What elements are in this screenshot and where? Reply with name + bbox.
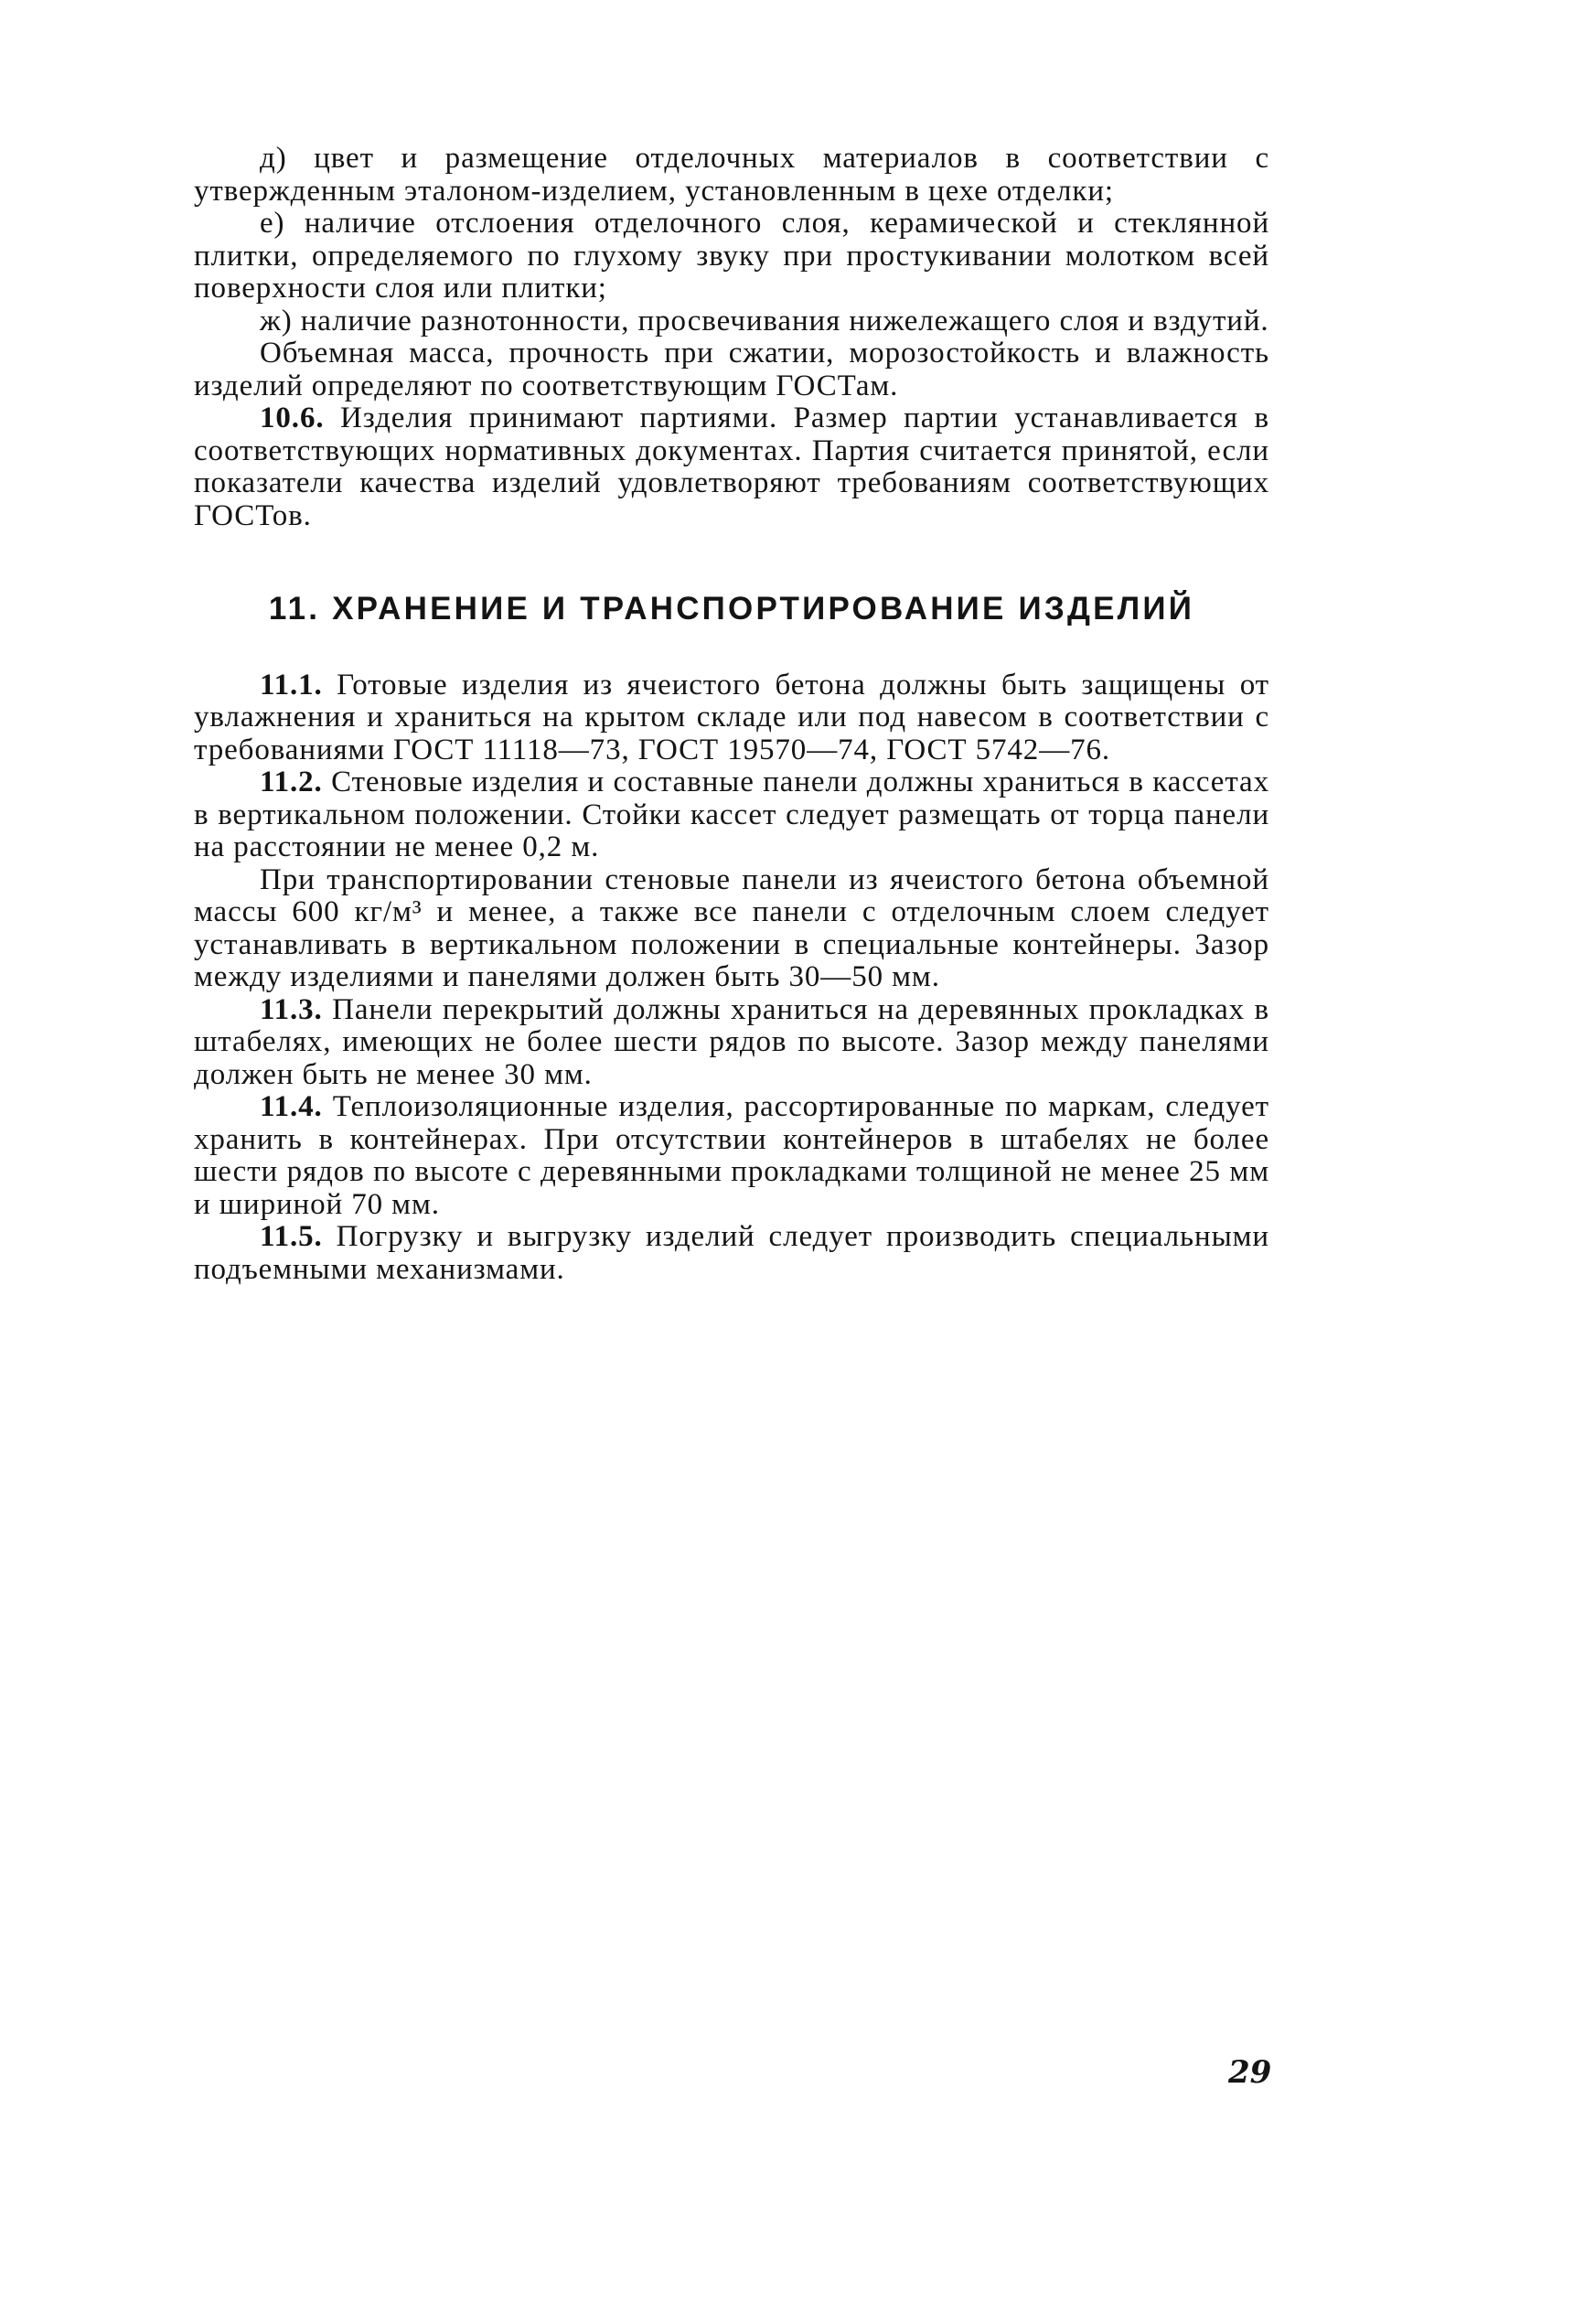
paragraph-11-4: [194, 1091, 1269, 1221]
clause-number: 11.5.: [260, 1220, 323, 1253]
document-body: [194, 143, 1269, 1286]
paragraph-text: е) наличие отслоения отделочного слоя, керамической и стеклянной плитки, определяемого по глухому звуку при простукивании молотком всей поверхности слоя или плитки;: [194, 207, 1269, 305]
paragraph-11-1: [194, 669, 1269, 767]
paragraph-text: Готовые изделия из ячеистого бетона должны быть защищены от увлажнения и храниться на крытом складе или под навесом в соответствии с требованиями ГОСТ 11118—73, ГОСТ 19570—74, ГОСТ 5742—76.: [194, 668, 1269, 766]
paragraph-10-6: [194, 402, 1269, 532]
paragraph-transport: [194, 864, 1269, 994]
paragraph-text: Объемная масса, прочность при сжатии, морозостойкость и влажность изделий определяют по соответствующим ГОСТам.: [194, 337, 1269, 402]
clause-number: 11.2.: [260, 766, 323, 798]
clause-number: 11.4.: [260, 1090, 323, 1123]
paragraph-gost-properties: [194, 337, 1269, 402]
paragraph-text: ж) наличие разнотонности, просвечивания нижележащего слоя и вздутий.: [260, 304, 1269, 337]
clause-number: 11.1.: [260, 668, 323, 701]
paragraph-item-d: [194, 143, 1269, 208]
paragraph-11-3: [194, 994, 1269, 1092]
paragraph-text: Теплоизоляционные изделия, рассортированные по маркам, следует хранить в контейнерах. При отсутствии контейнеров в штабелях не более шести рядов по высоте с деревянными прокладками толщиной не менее 25 мм и шириной 70 мм.: [194, 1090, 1269, 1221]
paragraph-text: Погрузку и выгрузку изделий следует производить специальными подъемными механизмами.: [194, 1220, 1269, 1286]
paragraph-text: д) цвет и размещение отделочных материалов в соответствии с утвержденным эталоном-изделием, установленным в цехе отделки;: [194, 142, 1269, 208]
paragraph-item-zh: [194, 305, 1269, 338]
page-number: 29: [1228, 2054, 1272, 2091]
paragraph-item-e: [194, 208, 1269, 305]
paragraph-text: При транспортировании стеновые панели из ячеистого бетона объемной массы 600 кг/м³ и менее, а также все панели с отделочным слоем следует устанавливать в вертикальном положении в специальные контейнеры. Зазор между изделиями и панелями должен быть 30—50 мм.: [194, 862, 1269, 993]
clause-number: 10.6.: [260, 402, 325, 434]
paragraph-text: Панели перекрытий должны храниться на деревянных прокладках в штабелях, имеющих не более шести рядов по высоте. Зазор между панелями должен быть не менее 30 мм.: [194, 992, 1269, 1091]
paragraph-11-5: [194, 1221, 1269, 1286]
clause-number: 11.3.: [260, 992, 323, 1026]
paragraph-text: Изделия принимают партиями. Размер партии устанавливается в соответствующих нормативных документах. Партия считается принятой, если показатели качества изделий удовлетворяют требованиям соответствующих ГОСТов.: [194, 402, 1269, 532]
section-heading: 11. ХРАНЕНИЕ И ТРАНСПОРТИРОВАНИЕ ИЗДЕЛИЙ: [268, 591, 1195, 627]
paragraph-text: Стеновые изделия и составные панели должны храниться в кассетах в вертикальном положении. Стойки кассет следует размещать от торца панели на расстоянии не менее 0,2 м.: [194, 766, 1269, 863]
paragraph-11-2: [194, 766, 1269, 864]
